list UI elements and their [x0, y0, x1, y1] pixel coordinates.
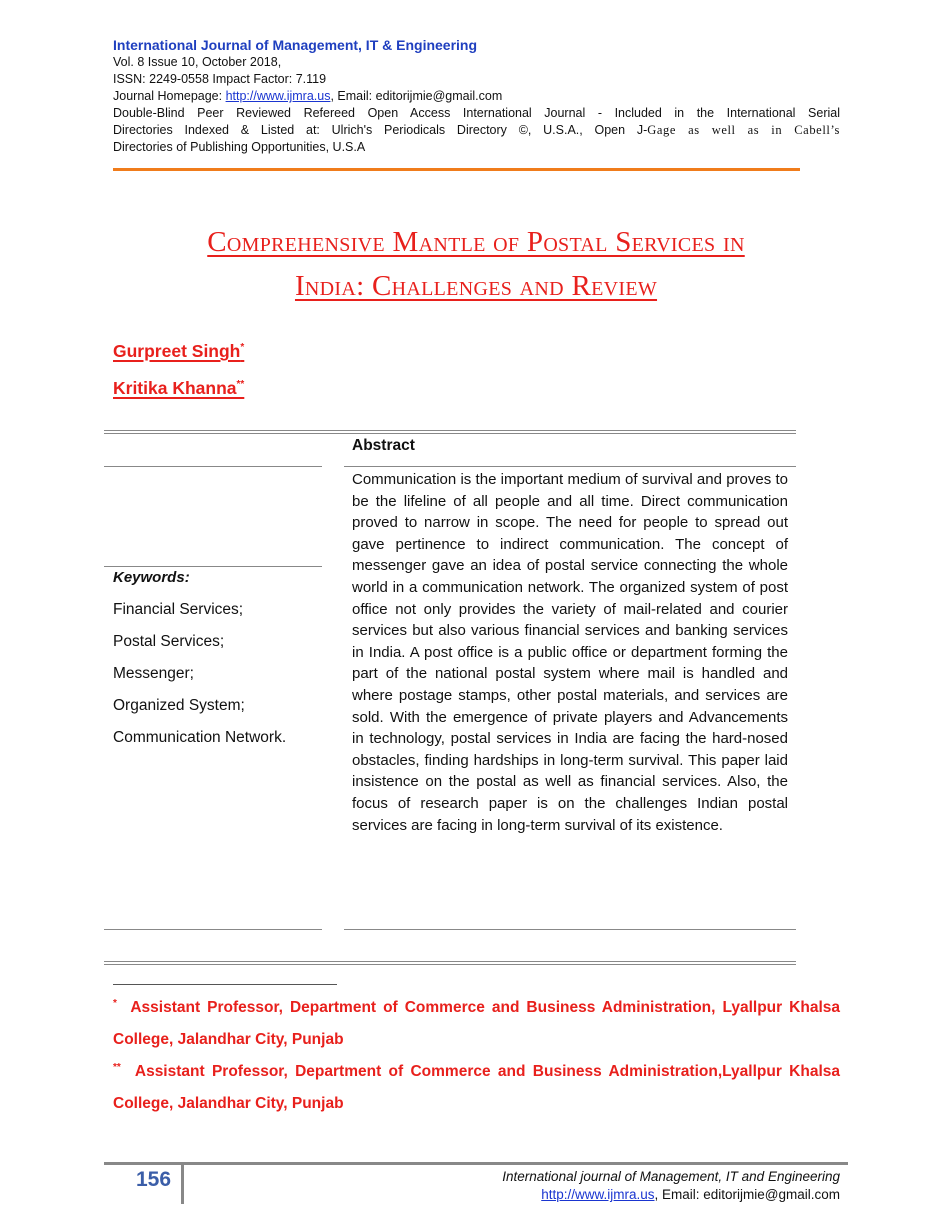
- indexing-line-3: Directories of Publishing Opportunities, U.S.A: [113, 140, 366, 154]
- table-bottom-rule-1: [104, 961, 796, 962]
- volume-line: Vol. 8 Issue 10, October 2018,: [113, 55, 282, 69]
- journal-header: [113, 36, 840, 156]
- indexing-line-2: [113, 122, 840, 139]
- keywords-list: [113, 599, 286, 759]
- paper-title: [100, 220, 852, 308]
- keyword-item: Organized System;: [113, 697, 245, 714]
- abstract-text: Communication is the important medium of survival and proves to be the lifeline of all people and all time. Direct communication proved to narrow in scope. The need for people to spread out gave pertinence to indirect communication. The concept of messenger gave an idea of postal service connecting the whole world in a communication network. The organized system of post office not only provides the variety of mail-related and courier services but also various financial services and banking services in India. A post office is a public office or department forming the part of the national postal system where mail is handled and where postage stamps, other postal materials, and services are sold. With the emergence of private players and Advancements in technology, postal services in India are facing the hard-nosed obstacles, finding hardships in long-term survival. This paper laid insistence on the postal as well as financial services. Also, the focus of research paper is on the challenges Indian postal services are facing in long-term survival of its existence.: [352, 471, 788, 834]
- keyword-item: Messenger;: [113, 665, 194, 682]
- title-line-2: India: Challenges and Review: [294, 270, 658, 302]
- footer-url-link[interactable]: http://www.ijmra.us: [541, 1187, 655, 1202]
- left-col-rule-2: [104, 566, 322, 567]
- author-2-mark: **: [236, 379, 245, 391]
- author-2-name: Kritika Khanna: [113, 378, 237, 398]
- affiliation-1-text: Assistant Professor, Department of Commerce and Business Administration, Lyallpur Khalsa College, Jalandhar City, Punjab: [113, 999, 840, 1049]
- author-1-name: Gurpreet Singh: [113, 341, 241, 361]
- footer-journal-name: International journal of Management, IT and Engineering: [502, 1169, 840, 1184]
- abstract-bottom-rule: [344, 929, 796, 930]
- indexing-line-2b: Gage as well as in Cabell’s: [647, 123, 840, 137]
- homepage-line: [113, 88, 840, 105]
- affiliation-1-mark: *: [113, 998, 117, 1009]
- table-top-rule-2: [104, 433, 796, 434]
- journal-title: International Journal of Management, IT & Engineering: [113, 37, 478, 53]
- affiliation-2: [113, 1052, 840, 1120]
- left-col-bottom-rule: [104, 929, 322, 930]
- author-1: [113, 341, 244, 362]
- keyword-item: Postal Services;: [113, 633, 225, 650]
- keywords-heading: Keywords:: [113, 569, 190, 586]
- footer-contact-line: [502, 1186, 840, 1204]
- homepage-link[interactable]: http://www.ijmra.us: [225, 89, 331, 103]
- indexing-line-2a: Directories Indexed & Listed at: Ulrich's Periodicals Directory ©, U.S.A., Open J-: [113, 123, 648, 137]
- author-2: [113, 378, 244, 399]
- page-number-divider: [181, 1162, 184, 1204]
- indexing-line-1: Double-Blind Peer Reviewed Refereed Open Access International Journal - Included in the International Serial: [113, 106, 840, 120]
- header-divider: [113, 168, 800, 171]
- footer-email: , Email: editorijmie@gmail.com: [654, 1187, 840, 1202]
- affiliation-2-text: Assistant Professor, Department of Commerce and Business Administration,Lyallpur Khalsa College, Jalandhar City, Punjab: [113, 1063, 840, 1113]
- keyword-item: Financial Services;: [113, 601, 244, 618]
- page-footer-rule: [104, 1162, 848, 1165]
- issn-line: ISSN: 2249-0558 Impact Factor: 7.119: [113, 72, 327, 86]
- affiliation-2-mark: **: [113, 1062, 121, 1073]
- abstract-heading: Abstract: [352, 437, 415, 454]
- affiliation-1: [113, 988, 840, 1056]
- author-1-mark: *: [240, 342, 245, 354]
- keyword-item: Communication Network.: [113, 729, 287, 746]
- page-footer: [502, 1168, 840, 1204]
- abstract-heading-rule: [344, 466, 796, 467]
- title-line-1: Comprehensive Mantle of Postal Services in: [207, 226, 745, 258]
- left-col-rule-1: [104, 466, 322, 467]
- table-top-rule-1: [104, 430, 796, 431]
- page-number: 156: [136, 1168, 172, 1191]
- header-email: , Email: editorijmie@gmail.com: [330, 89, 503, 103]
- homepage-label: Journal Homepage:: [113, 89, 226, 103]
- footnote-divider: [113, 984, 337, 985]
- table-bottom-rule-2: [104, 964, 796, 965]
